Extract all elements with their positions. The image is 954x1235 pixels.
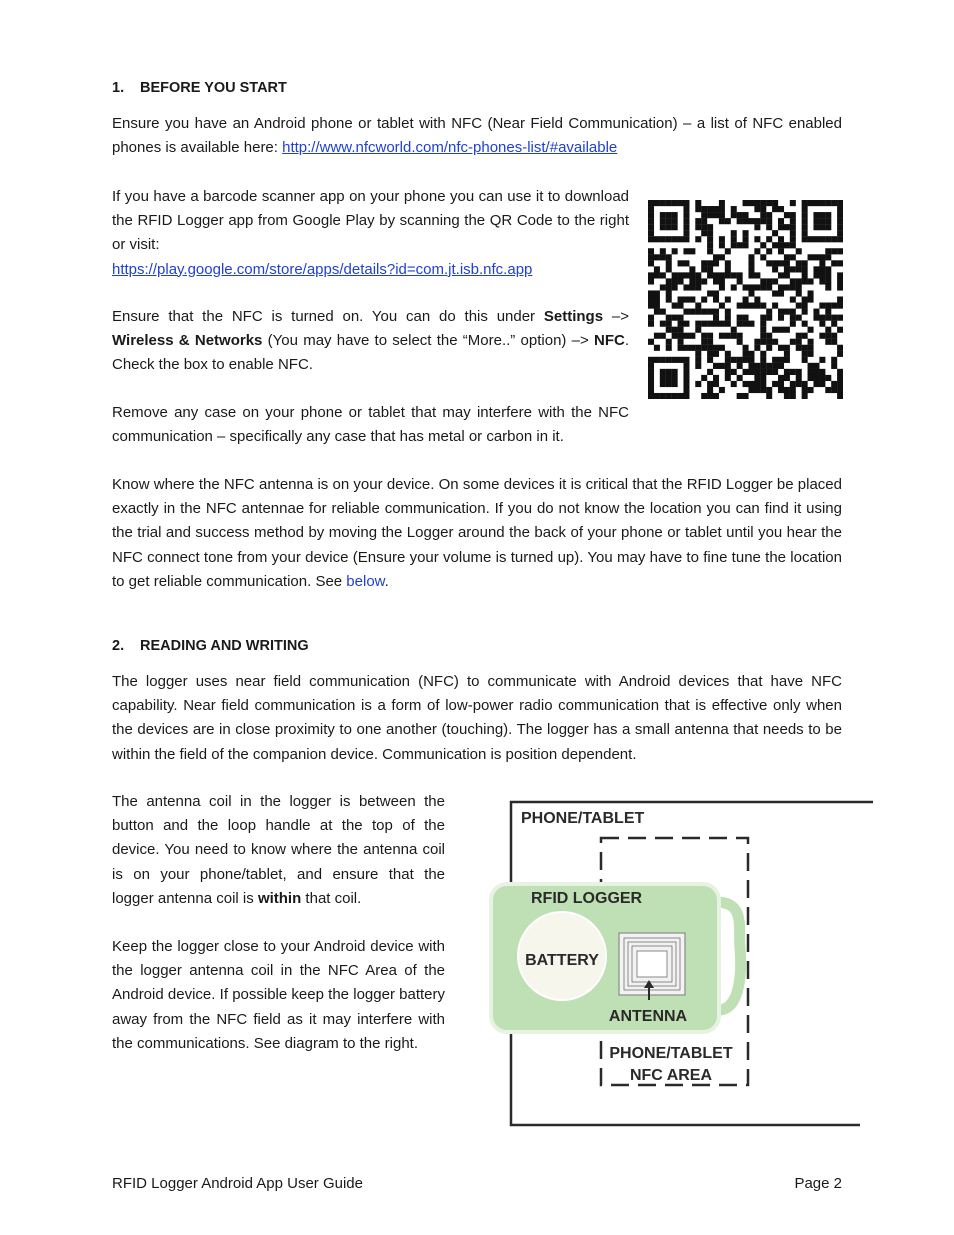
google-play-link[interactable]: https://play.google.com/store/apps/details?id=com.jt.isb.nfc.app — [112, 260, 533, 278]
within-bold: within — [257, 889, 302, 907]
section-1-paragraph-5 — [112, 473, 842, 594]
section-2-title: READING AND WRITING — [140, 638, 309, 654]
section-1-title: BEFORE YOU START — [140, 80, 287, 96]
paragraph-text: –> — [603, 308, 629, 325]
logger-label: RFID LOGGER — [531, 890, 643, 907]
footer-title: RFID Logger Android App User Guide — [112, 1175, 363, 1192]
phone-label: PHONE/TABLET — [521, 810, 645, 827]
section-2-heading — [112, 636, 309, 656]
antenna-label: ANTENNA — [608, 1008, 688, 1025]
footer-page-number: Page 2 — [794, 1175, 842, 1192]
section-2-paragraph-1: The logger uses near field communication (NFC) to communicate with Android devices that have NFC capability. Near field communication is a form of low-power radio communication that is effective only when the devices are in close proximity to one another (touching). The logger has a small antenna that needs to be within the field of the companion device. Communication is position dependent. — [112, 673, 842, 763]
nfc-area-label-line-1: PHONE/TABLET — [609, 1045, 733, 1062]
paragraph-text: . Check the box to enable NFC. — [112, 332, 629, 374]
section-1-paragraph-1 — [112, 112, 842, 160]
nfc-area-label-line-2: NFC AREA — [629, 1067, 713, 1084]
paragraph-text: Ensure you have an Android phone or tablet with NFC (Near Field Communication) – a list of NFC enabled phones is available here: — [112, 115, 842, 157]
nfc-phones-link[interactable]: http://www.nfcworld.com/nfc-phones-list/#available — [282, 139, 618, 157]
section-1-number: 1. — [112, 80, 125, 96]
section-1-heading — [112, 78, 287, 98]
paragraph-text: (You may have to select the “More..” option) –> — [262, 332, 594, 350]
paragraph-text: that coil. — [301, 889, 362, 907]
antenna-placement-diagram — [488, 798, 878, 1130]
paragraph-text: If you have a barcode scanner app on your phone you can use it to download the RFID Logger app from Google Play by scanning the QR Code to the right or visit: — [112, 188, 629, 254]
section-1-paragraph-3 — [112, 305, 629, 378]
section-2-number: 2. — [112, 638, 125, 654]
section-2-paragraph-2 — [112, 790, 445, 911]
battery-label: BATTERY — [525, 952, 599, 969]
paragraph-text: . — [384, 572, 389, 590]
paragraph-text: Know where the NFC antenna is on your device. On some devices it is critical that the RFID Logger be placed exactly in the NFC antennae for reliable communication. If you do not know the location you can find it using the trial and success method by moving the Logger around the back of your phone or tablet until you hear the NFC connect tone from your device (Ensure your volume is turned up). You may have to fine tune the location to get reliable communication. See — [112, 476, 842, 590]
section-2-paragraph-3: Keep the logger close to your Android device with the logger antenna coil in the NFC Area of the Android device. If possible keep the logger battery away from the NFC field as it may interfere with the communications. See diagram to the right. — [112, 938, 445, 1052]
settings-bold: Settings — [543, 308, 604, 325]
qr-code-icon — [648, 200, 843, 399]
wireless-networks-bold: Wireless & Networks — [112, 332, 263, 350]
below-link[interactable]: below — [346, 572, 385, 590]
section-1-paragraph-4: Remove any case on your phone or tablet that may interfere with the NFC communication – specifically any case that has metal or carbon in it. — [112, 404, 629, 446]
section-1-paragraph-2 — [112, 185, 629, 282]
paragraph-text: The antenna coil in the logger is between the button and the loop handle at the top of the device. You need to know where the antenna coil is on your phone/tablet, and ensure that the logger antenna coil is — [112, 793, 445, 907]
paragraph-text: Ensure that the NFC is turned on. You can do this under — [112, 308, 544, 325]
nfc-bold: NFC — [594, 332, 625, 350]
